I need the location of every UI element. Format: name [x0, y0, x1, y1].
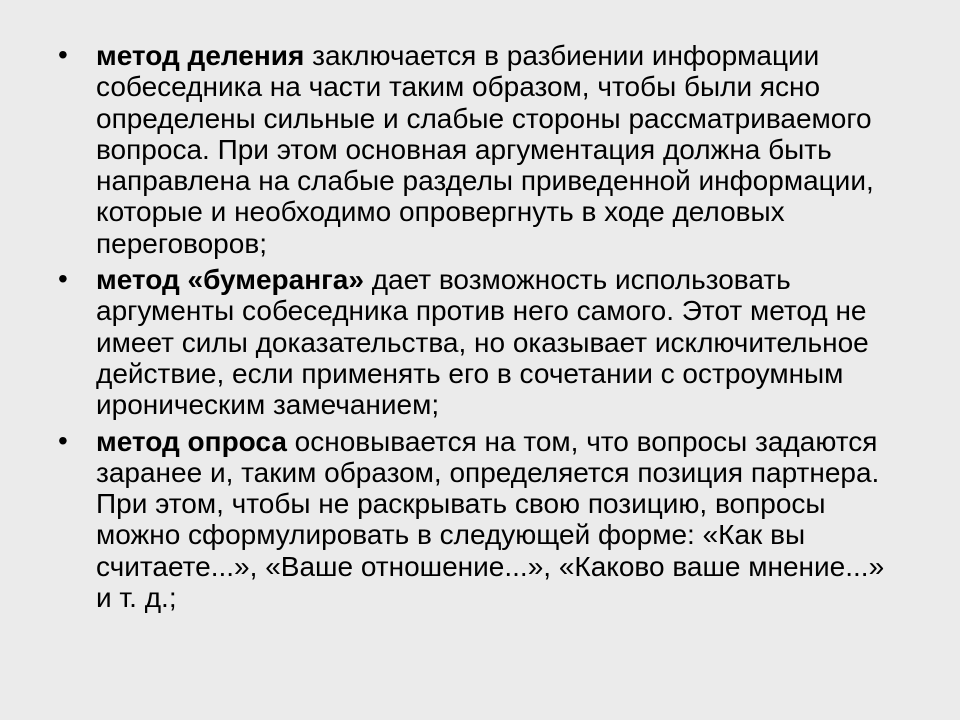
list-item-boomerang-method: [58, 264, 900, 420]
term-description: дает возможность использовать аргументы собеседника против него самого. Этот метод не имеет силы доказательства, но оказывает исключительное действие, если применять его в сочетании с остроумным ироническим замечанием;: [96, 264, 869, 421]
bullet-icon: •: [58, 39, 68, 70]
term-label: метод «бумеранга»: [96, 264, 364, 296]
list-item-division-method: [58, 40, 900, 259]
list-item-survey-method: [58, 426, 900, 614]
bullet-icon: •: [58, 424, 68, 456]
term-description: заключается в разбиении информации собеседника на части таким образом, чтобы были ясно определены сильные и слабые стороны рассматриваемого вопроса. При этом основная аргументация должна быть направлена на слабые разделы приведенной информации, которые и необходимо опровергнуть в ходе деловых переговоров;: [96, 40, 874, 259]
bullet-list: [58, 40, 900, 618]
term-description: основывается на том, что вопросы задаются заранее и, таким образом, определяется позиция партнера. При этом, чтобы не раскрывать свою позицию, вопросы можно сформулировать в следующей форме: «Как вы считаете...», «Ваше отношение...», «Каково ваше мнение...» и т. д.;: [96, 425, 885, 614]
bullet-icon: •: [58, 263, 68, 295]
term-label: метод деления: [96, 40, 305, 71]
term-label: метод опроса: [96, 425, 287, 457]
